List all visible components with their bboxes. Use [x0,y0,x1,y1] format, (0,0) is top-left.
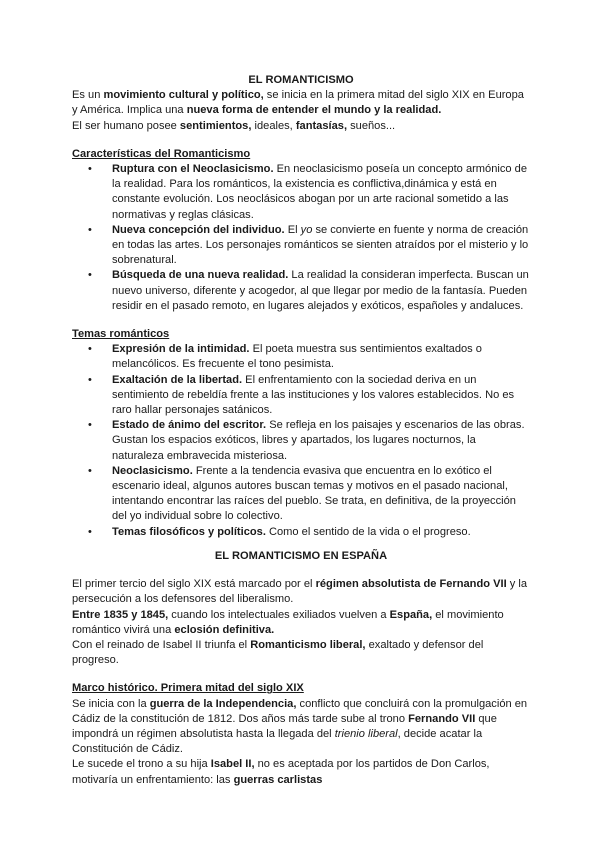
bold-run: sentimientos, [179,119,252,132]
bold-run: régimen absolutista de Fernando VII [315,578,507,591]
bold-run: Búsqueda de una nueva realidad. [112,269,289,282]
text-run: sueños... [347,119,396,132]
section-heading-marco: Marco histórico. Primera mitad del siglo XIX [72,682,304,695]
text-run: Se inicia con la [72,697,150,710]
bold-run: guerra de la Independencia, [149,697,297,710]
list-item [88,162,530,223]
text-run: Con el reinado de Isabel II triunfa el [72,638,251,651]
marco-paragraph-1 [72,697,530,758]
text-run: Es un [72,89,104,102]
text-run: En neoclasicismo poseía un concepto armónico de la realidad. Para los románticos, la existencia es conflictiva,dinámica y está en constante evolución. Los neoclásicos abogan por un arte racional sometido a las normativas y reglas clásicas. [112,163,527,221]
list-item [88,464,530,525]
text-run: El poeta muestra sus sentimientos exaltados o melancólicos. Es frecuente el tono pesimista. [112,343,482,371]
list-item [88,342,530,372]
italic-run: yo [300,223,313,236]
bold-run: Expresión de la intimidad. [112,343,250,356]
caracteristicas-list [72,162,530,314]
espana-paragraph-2 [72,608,530,638]
text-run: Se refleja en los paisajes y escenarios de las obras. Gustan los espacios exóticos, libres y apartados, los lugares nocturnos, la naturaleza embravecida misteriosa. [112,419,525,462]
bold-run: Temas filosóficos y políticos. [112,525,266,538]
text-run: conflicto que concluirá con la promulgación en Cádiz de la constitución de 1812. Dos años más tarde sube al trono [72,697,528,725]
text-run: se inicia en la primera mitad del siglo XIX en Europa y América. Implica una [72,89,524,117]
espana-paragraph-3 [72,638,530,668]
bold-run: Fernando VII [408,712,476,725]
text-run: El ser humano posee [72,119,180,132]
text-run: ideales, [251,119,296,132]
bold-run: nueva forma de entender el mundo y la realidad. [186,104,442,117]
text-run: no es aceptada por los partidos de Don Carlos, motivaría un enfrentamiento: las [72,758,490,786]
section-heading-temas: Temas románticos [72,328,170,341]
bold-run: Estado de ánimo del escritor. [112,419,267,432]
bold-run: Isabel II, [210,758,255,771]
list-item [88,525,530,540]
italic-run: trienio liberal [334,727,398,740]
bold-run: Ruptura con el Neoclasicismo. [112,163,274,176]
text-run: , decide acatar la Constitución de Cádiz. [72,727,483,756]
text-run: El enfrentamiento con la sociedad deriva en un sentimiento de rebeldía frente a las instituciones y los valores establecidos. No es raro hallar personajes satánicos. [112,373,515,417]
text-run: exaltado y defensor del progreso. [72,638,484,667]
bold-run: Nueva concepción del individuo. [112,223,285,236]
bold-run: movimiento cultural y político, [103,89,264,102]
text-run: El primer tercio del siglo XIX está marcado por el [72,578,316,591]
bold-run: Exaltación de la libertad. [112,373,243,386]
text-run: El [284,223,301,236]
text-run: La realidad la consideran imperfecta. Buscan un nuevo universo, diferente y acogedor, al que llegar por medio de la fantasía. Pueden residir en el pasado remoto, en lugares alejados y exóticos, españoles y andaluces. [112,269,529,312]
bold-run: fantasías, [295,119,348,132]
espana-paragraph-1 [72,577,530,607]
section-heading-caracteristicas: Características del Romanticismo [72,147,251,160]
text-run: Frente a la tendencia evasiva que encuentra en lo exótico el escenario ideal, algunos autores buscan temas y motivos en el pasado nacional, intentando encontrar las raíces del pueblo. Se trata, en definitiva, de la proyección del yo individual sobre lo colectivo. [112,464,516,523]
document-body [72,73,530,788]
list-item [88,418,530,464]
document-title: EL ROMANTICISMO [248,74,354,86]
temas-list [72,342,530,540]
text-run: se convierte en fuente y norma de creación en todas las artes. Los personajes románticos se sienten atraídos por el misterio y lo sobrenatural. [112,223,529,267]
text-run: cuando los intelectuales exiliados vuelven a [168,608,390,621]
text-run: Le sucede el trono a su hija [72,758,211,771]
text-run: el movimiento romántico vivirá una [72,608,504,636]
marco-paragraph-2 [72,757,530,787]
bold-run: Neoclasicismo. [112,464,193,477]
section-title-espana: EL ROMANTICISMO EN ESPAÑA [214,549,388,562]
bold-run: Romanticismo liberal, [250,638,366,651]
intro-paragraph [72,88,530,118]
bold-run: guerras carlistas [233,773,323,786]
bold-run: eclosión definitiva. [174,623,275,636]
bold-run: España, [389,608,433,621]
bold-run: Entre 1835 y 1845, [72,608,169,621]
list-item [88,373,530,419]
text-run: Como el sentido de la vida o el progreso. [265,525,471,538]
text-run: y la persecución a los defensores del liberalismo. [72,578,528,606]
text-run: que impondrá un régimen absolutista hasta la llegada del [72,712,497,740]
list-item [88,268,530,314]
list-item [88,223,530,269]
intro-paragraph-2 [72,119,530,134]
